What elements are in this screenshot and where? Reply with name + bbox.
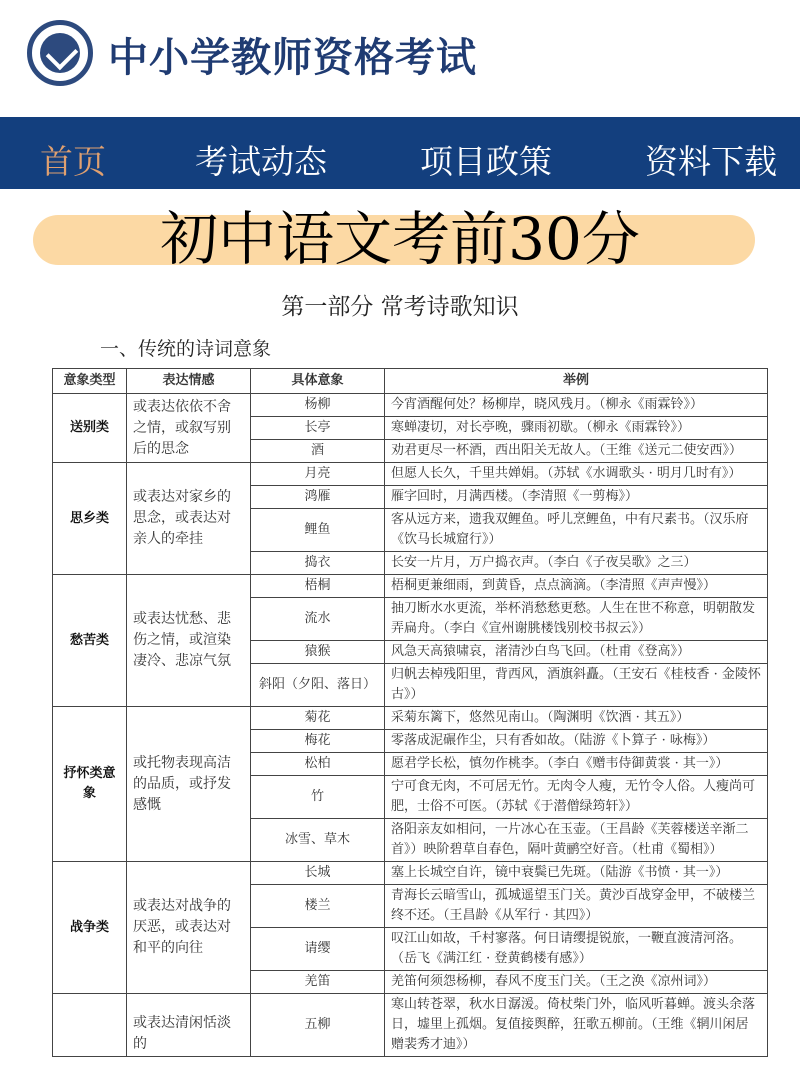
table-row: [53, 707, 768, 730]
section-subtitle: 一、传统的诗词意象: [100, 338, 272, 360]
image-cell: 鸿雁: [251, 486, 385, 509]
site-title: 中小学教师资格考试: [108, 35, 477, 81]
example-cell: 但愿人长久，千里共婵娟。（苏轼《水调歌头 · 明月几时有》）: [385, 463, 768, 486]
example-cell: 今宵酒醒何处？杨柳岸，晓风残月。（柳永《雨霖铃》）: [385, 394, 768, 417]
nav-policy[interactable]: 项目政策: [420, 142, 552, 181]
example-cell: 采菊东篱下，悠然见南山。（陶渊明《饮酒 · 其五》）: [385, 707, 768, 730]
table-row: [53, 862, 768, 885]
image-cell: 捣衣: [251, 552, 385, 575]
imagery-table: [52, 368, 768, 1057]
example-cell: 客从远方来，遗我双鲤鱼。呼儿烹鲤鱼，中有尺素书。（汉乐府《饮马长城窟行》）: [385, 509, 768, 552]
image-cell: 菊花: [251, 707, 385, 730]
image-cell: 流水: [251, 598, 385, 641]
nav-exam-news[interactable]: 考试动态: [195, 142, 327, 181]
book-icon: [40, 33, 80, 73]
image-cell: 梅花: [251, 730, 385, 753]
example-cell: 抽刀断水水更流，举杯消愁愁更愁。人生在世不称意，明朝散发弄扁舟。（李白《宣州谢朓楼饯别校书叔云》）: [385, 598, 768, 641]
example-cell: 愿君学长松，慎勿作桃李。（李白《赠韦侍御黄裳 · 其一》）: [385, 753, 768, 776]
header-image: 具体意象: [251, 369, 385, 394]
site-logo[interactable]: [27, 20, 93, 86]
example-cell: 宁可食无肉，不可居无竹。无肉令人瘦，无竹令人俗。人瘦尚可肥，士俗不可医。（苏轼《于潜僧绿筠轩》）: [385, 776, 768, 819]
example-cell: 洛阳亲友如相问，一片冰心在玉壶。（王昌龄《芙蓉楼送辛渐二首》）映阶碧草自春色，隔叶黄鹂空好音。（杜甫《蜀相》）: [385, 819, 768, 862]
category-cell: 抒怀类意象: [53, 707, 127, 862]
emotion-cell: 或表达对战争的厌恶，或表达对和平的向往: [127, 862, 251, 994]
image-cell: 羌笛: [251, 971, 385, 994]
emotion-cell: 或表达忧愁、悲伤之情，或渲染凄冷、悲凉气氛: [127, 575, 251, 707]
image-cell: 长城: [251, 862, 385, 885]
example-cell: 梧桐更兼细雨，到黄昏，点点滴滴。（李清照《声声慢》）: [385, 575, 768, 598]
example-cell: 羌笛何须怨杨柳，春风不度玉门关。（王之涣《凉州词》）: [385, 971, 768, 994]
image-cell: 长亭: [251, 417, 385, 440]
category-cell: 思乡类: [53, 463, 127, 575]
banner-title: 初中语文考前30分: [160, 205, 640, 273]
image-cell: 杨柳: [251, 394, 385, 417]
image-cell: 鲤鱼: [251, 509, 385, 552]
image-cell: 松柏: [251, 753, 385, 776]
example-cell: 寒蝉凄切，对长亭晚，骤雨初歇。（柳永《雨霖铃》）: [385, 417, 768, 440]
header-category: 意象类型: [53, 369, 127, 394]
image-cell: 猿猴: [251, 641, 385, 664]
emotion-cell: 或表达清闲恬淡的: [127, 994, 251, 1057]
example-cell: 塞上长城空自许，镜中衰鬓已先斑。（陆游《书愤 · 其一》）: [385, 862, 768, 885]
section-title: 第一部分 常考诗歌知识: [281, 294, 519, 320]
image-cell: 请缨: [251, 928, 385, 971]
emotion-cell: 或托物表现高洁的品质，或抒发感慨: [127, 707, 251, 862]
category-cell: [53, 994, 127, 1057]
example-cell: 零落成泥碾作尘，只有香如故。（陆游《卜算子 · 咏梅》）: [385, 730, 768, 753]
image-cell: 月亮: [251, 463, 385, 486]
example-cell: 归帆去棹残阳里，背西风，酒旗斜矗。（王安石《桂枝香 · 金陵怀古》）: [385, 664, 768, 707]
example-cell: 寒山转苍翠，秋水日潺湲。倚杖柴门外，临风听暮蝉。渡头余落日，墟里上孤烟。复值接舆醉，狂歌五柳前。（王维《辋川闲居赠裴秀才迪》）: [385, 994, 768, 1057]
image-cell: 冰雪、草木: [251, 819, 385, 862]
example-cell: 雁字回时，月满西楼。（李清照《一剪梅》）: [385, 486, 768, 509]
emotion-cell: 或表达对家乡的思念，或表达对亲人的牵挂: [127, 463, 251, 575]
header-example: 举例: [385, 369, 768, 394]
example-cell: 叹江山如故，千村寥落。何日请缨提锐旅，一鞭直渡清河洛。（岳飞《满江红 · 登黄鹤楼有感》）: [385, 928, 768, 971]
image-cell: 酒: [251, 440, 385, 463]
table-row: [53, 394, 768, 417]
example-cell: 长安一片月，万户捣衣声。（李白《子夜吴歌》之三）: [385, 552, 768, 575]
example-cell: 风急天高猿啸哀，渚清沙白鸟飞回。（杜甫《登高》）: [385, 641, 768, 664]
nav-downloads[interactable]: 资料下载: [645, 142, 777, 181]
image-cell: 五柳: [251, 994, 385, 1057]
example-cell: 劝君更尽一杯酒，西出阳关无故人。（王维《送元二使安西》）: [385, 440, 768, 463]
table-row: [53, 463, 768, 486]
nav-bar: [0, 117, 800, 189]
table-row: [53, 575, 768, 598]
table-header-row: [53, 369, 768, 394]
image-cell: 梧桐: [251, 575, 385, 598]
category-cell: 愁苦类: [53, 575, 127, 707]
emotion-cell: 或表达依依不舍之情，或叙写别后的思念: [127, 394, 251, 463]
image-cell: 斜阳（夕阳、落日）: [251, 664, 385, 707]
category-cell: 战争类: [53, 862, 127, 994]
nav-home[interactable]: 首页: [40, 142, 106, 181]
header-emotion: 表达情感: [127, 369, 251, 394]
image-cell: 楼兰: [251, 885, 385, 928]
example-cell: 青海长云暗雪山，孤城遥望玉门关。黄沙百战穿金甲，不破楼兰终不还。（王昌龄《从军行 · 其四》）: [385, 885, 768, 928]
category-cell: 送别类: [53, 394, 127, 463]
table-row: [53, 994, 768, 1057]
image-cell: 竹: [251, 776, 385, 819]
